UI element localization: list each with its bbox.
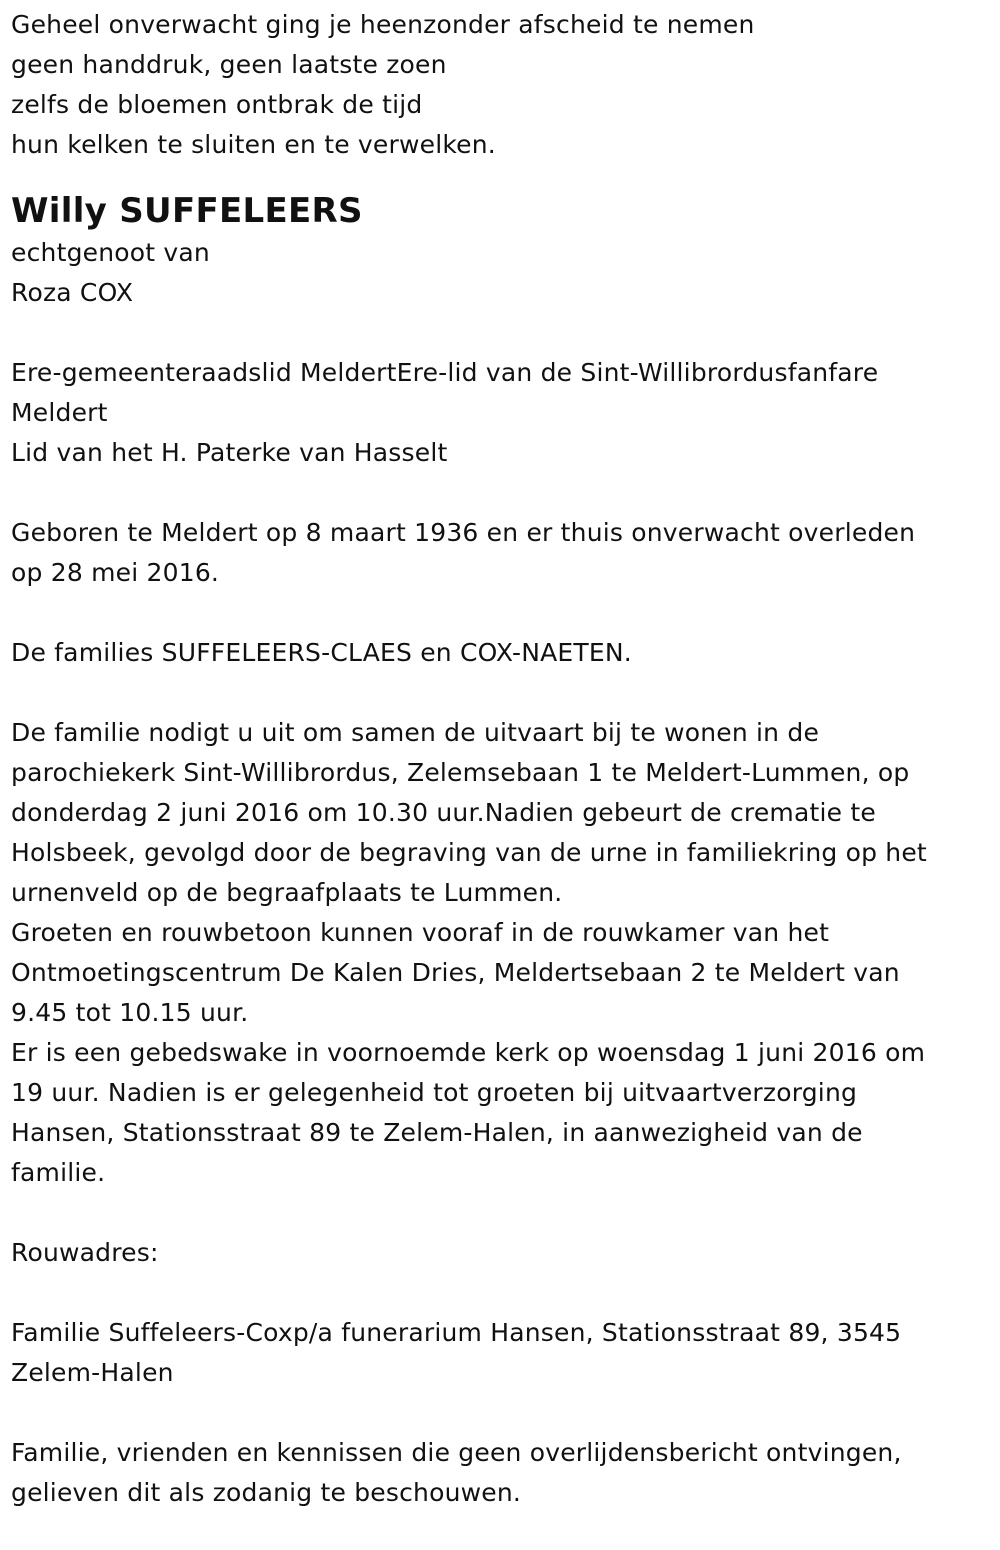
spacer bbox=[11, 473, 986, 513]
honors-line: Lid van het H. Paterke van Hasselt bbox=[11, 438, 448, 467]
deceased-name: Willy SUFFELEERS bbox=[11, 191, 363, 231]
ceremony-line: 9.45 tot 10.15 uur. bbox=[11, 998, 249, 1027]
honors-section bbox=[11, 353, 986, 473]
ceremony-line: Er is een gebedswake in voornoemde kerk op woensdag 1 juni 2016 om bbox=[11, 1038, 926, 1067]
honors-line: Meldert bbox=[11, 398, 108, 427]
relation-text: echtgenoot van bbox=[11, 238, 210, 267]
ceremony-line: Ontmoetingscentrum De Kalen Dries, Meldertsebaan 2 te Meldert van bbox=[11, 958, 900, 987]
ceremony-line: De familie nodigt u uit om samen de uitvaart bij te wonen in de bbox=[11, 718, 820, 747]
address-section bbox=[11, 1313, 986, 1393]
ceremony-line: urnenveld op de begraafplaats te Lummen. bbox=[11, 878, 563, 907]
ceremony-line: Holsbeek, gevolgd door de begraving van de urne in familiekring op het bbox=[11, 838, 927, 867]
obituary-document bbox=[11, 5, 986, 1513]
poem-line: geen handdruk, geen laatste zoen bbox=[11, 50, 447, 79]
poem-line: hun kelken te sluiten en te verwelken. bbox=[11, 130, 496, 159]
birth-death-line: Geboren te Meldert op 8 maart 1936 en er thuis onverwacht overleden bbox=[11, 518, 916, 547]
address-line: Zelem-Halen bbox=[11, 1358, 174, 1387]
ceremony-line: parochiekerk Sint-Willibrordus, Zelemsebaan 1 te Meldert-Lummen, op bbox=[11, 758, 910, 787]
ceremony-line: familie. bbox=[11, 1158, 106, 1187]
ceremony-line: Hansen, Stationsstraat 89 te Zelem-Halen, in aanwezigheid van de bbox=[11, 1118, 863, 1147]
poem-line: zelfs de bloemen ontbrak de tijd bbox=[11, 90, 423, 119]
birth-death-section bbox=[11, 513, 986, 593]
spacer bbox=[11, 1193, 986, 1233]
spacer bbox=[11, 673, 986, 713]
ceremony-section bbox=[11, 713, 986, 1193]
spacer bbox=[11, 593, 986, 633]
spouse-name: Roza COX bbox=[11, 278, 134, 307]
spacer bbox=[11, 1393, 986, 1433]
spacer bbox=[11, 313, 986, 353]
honors-line: Ere-gemeenteraadslid MeldertEre-lid van de Sint-Willibrordusfanfare bbox=[11, 358, 879, 387]
address-line: Familie Suffeleers-Coxp/a funerarium Hansen, Stationsstraat 89, 3545 bbox=[11, 1318, 902, 1347]
spacer bbox=[11, 1273, 986, 1313]
ceremony-line: donderdag 2 juni 2016 om 10.30 uur.Nadien gebeurt de crematie te bbox=[11, 798, 876, 827]
families-line: De families SUFFELEERS-CLAES en COX-NAETEN. bbox=[11, 638, 632, 667]
address-label: Rouwadres: bbox=[11, 1238, 159, 1267]
ceremony-line: 19 uur. Nadien is er gelegenheid tot groeten bij uitvaartverzorging bbox=[11, 1078, 858, 1107]
poem-line: Geheel onverwacht ging je heenzonder afscheid te nemen bbox=[11, 10, 755, 39]
closing-section bbox=[11, 1433, 986, 1513]
closing-line: Familie, vrienden en kennissen die geen overlijdensbericht ontvingen, bbox=[11, 1438, 902, 1467]
poem bbox=[11, 5, 986, 165]
birth-death-line: op 28 mei 2016. bbox=[11, 558, 220, 587]
closing-line: gelieven dit als zodanig te beschouwen. bbox=[11, 1478, 522, 1507]
ceremony-line: Groeten en rouwbetoon kunnen vooraf in de rouwkamer van het bbox=[11, 918, 830, 947]
